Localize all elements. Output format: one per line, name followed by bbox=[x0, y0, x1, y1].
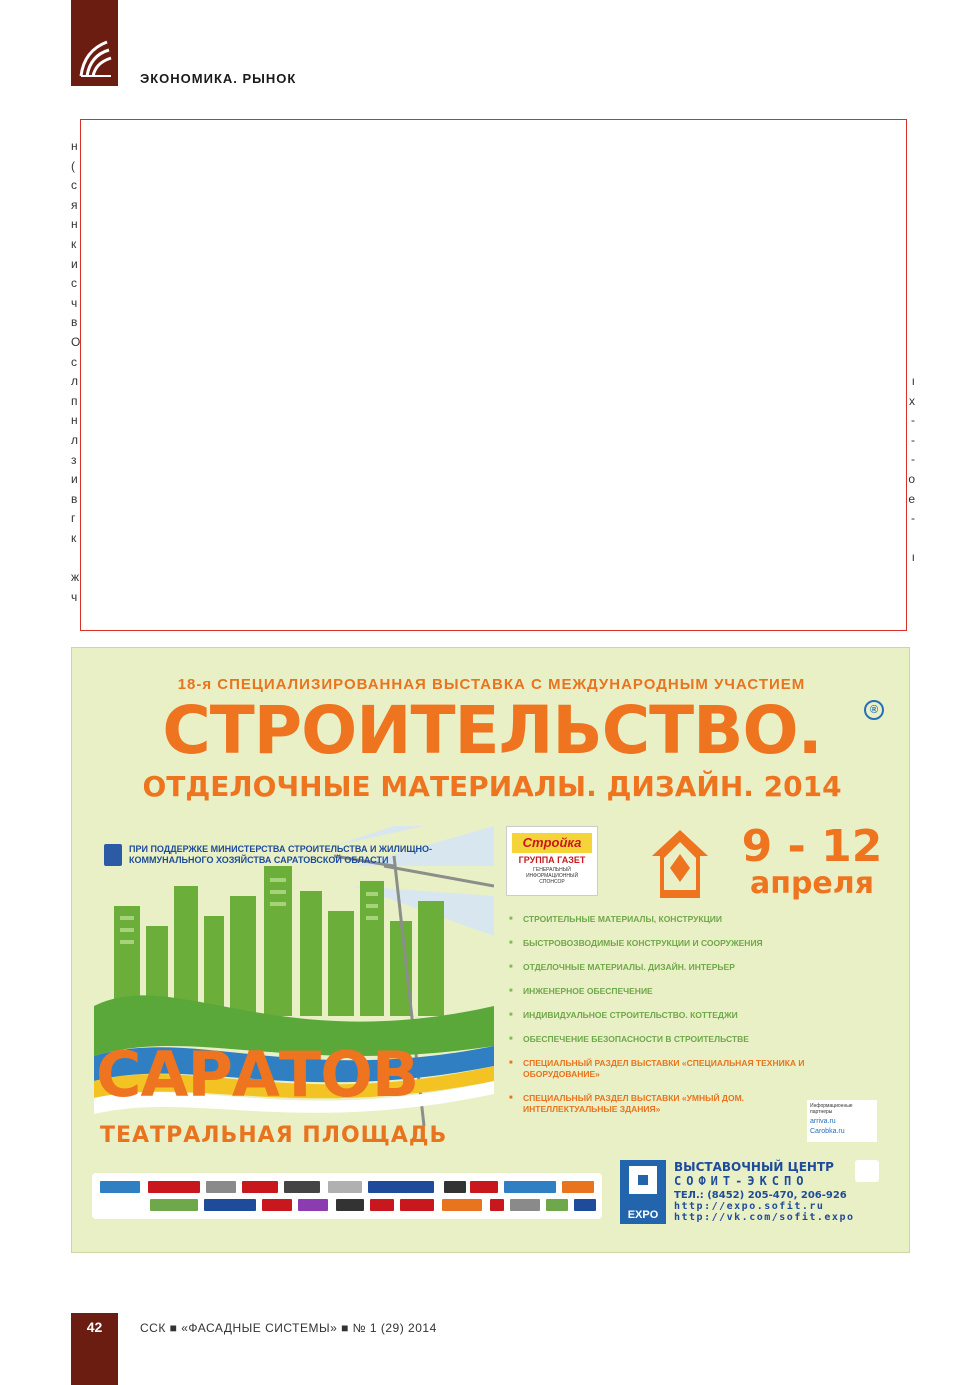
topic-item: ■ СТРОИТЕЛЬНЫЕ МАТЕРИАЛЫ, КОНСТРУКЦИИ bbox=[509, 914, 809, 925]
journal-logo-icon bbox=[77, 36, 113, 80]
text-fragment: г bbox=[71, 511, 76, 526]
text-fragment: - bbox=[911, 413, 915, 428]
venue-name: ТЕАТРАЛЬНАЯ ПЛОЩАДЬ bbox=[100, 1123, 448, 1148]
partner-logo-icon bbox=[368, 1181, 434, 1193]
exhibition-dates bbox=[732, 821, 892, 899]
date-range: 9 - 12 bbox=[741, 821, 883, 872]
partner-logo-icon bbox=[328, 1181, 362, 1193]
text-fragment: и bbox=[71, 256, 78, 271]
topic-item: ■ ОТДЕЛОЧНЫЕ МАТЕРИАЛЫ. ДИЗАЙН. ИНТЕРЬЕР bbox=[509, 962, 809, 973]
text-fragment: ж bbox=[71, 570, 80, 585]
house-icon bbox=[650, 828, 710, 900]
header-brand-bar bbox=[71, 0, 118, 86]
center-website: http://expo.sofit.ru bbox=[674, 1201, 825, 1212]
text-fragment: e bbox=[908, 491, 915, 506]
topic-item-special: ■ СПЕЦИАЛЬНЫЙ РАЗДЕЛ ВЫСТАВКИ «УМНЫЙ ДОМ. ИНТЕЛЛЕКТУАЛЬНЫЕ ЗДАНИЯ» bbox=[509, 1093, 809, 1115]
partner-logo-icon bbox=[204, 1199, 256, 1211]
text-fragment: в bbox=[71, 491, 78, 506]
partner-logo-icon bbox=[400, 1199, 434, 1211]
date-month: апреля bbox=[749, 866, 875, 901]
text-fragment: я bbox=[71, 197, 78, 212]
text-fragment: ч bbox=[71, 295, 78, 310]
exhibition-topics bbox=[509, 914, 809, 1128]
partner-logo-icon bbox=[148, 1181, 200, 1193]
partner-logo-icon bbox=[150, 1199, 198, 1211]
section-title: ЭКОНОМИКА. РЫНОК bbox=[140, 71, 297, 86]
partner-logo-icon bbox=[284, 1181, 320, 1193]
registered-mark-icon: ® bbox=[864, 700, 884, 720]
partner-logo-icon bbox=[336, 1199, 364, 1211]
topic-item: ■ ОБЕСПЕЧЕНИЕ БЕЗОПАСНОСТИ В СТРОИТЕЛЬСТВЕ bbox=[509, 1034, 809, 1045]
text-fragment: o bbox=[908, 471, 915, 486]
info-partners-box bbox=[807, 1100, 877, 1142]
expo-logo-icon bbox=[629, 1166, 657, 1194]
text-fragment: ı bbox=[911, 550, 915, 565]
exhibition-advertisement bbox=[71, 647, 910, 1253]
topic-item: ■ ИНЖЕНЕРНОЕ ОБЕСПЕЧЕНИЕ bbox=[509, 986, 809, 997]
partner-logo-icon bbox=[442, 1199, 482, 1211]
ad-title: СТРОИТЕЛЬСТВО. bbox=[162, 692, 822, 769]
text-fragment: с bbox=[71, 178, 77, 193]
text-fragment: н bbox=[71, 217, 78, 232]
union-logo-icon bbox=[855, 1160, 879, 1182]
partner-logo-icon bbox=[298, 1199, 328, 1211]
region-coat-of-arms-icon bbox=[104, 844, 122, 866]
text-fragment: п bbox=[71, 393, 78, 408]
expo-contacts bbox=[674, 1160, 854, 1223]
text-fragment: с bbox=[71, 354, 77, 369]
buildings bbox=[114, 866, 444, 1016]
partner-logo-icon bbox=[100, 1181, 140, 1193]
topic-item-special: ■ СПЕЦИАЛЬНЫЙ РАЗДЕЛ ВЫСТАВКИ «СПЕЦИАЛЬНАЯ ТЕХНИКА И ОБОРУДОВАНИЕ» bbox=[509, 1058, 809, 1080]
text-fragment: к bbox=[71, 530, 77, 545]
ad-title-second-line: ОТДЕЛОЧНЫЕ МАТЕРИАЛЫ. ДИЗАЙН. 2014 bbox=[142, 770, 842, 803]
expo-center-logo bbox=[620, 1160, 666, 1224]
text-fragment: ı bbox=[911, 374, 915, 388]
text-fragment: - bbox=[911, 511, 915, 526]
text-fragment: - bbox=[911, 452, 915, 467]
text-fragment: н bbox=[71, 413, 78, 428]
text-fragment: в bbox=[71, 315, 78, 330]
partner-logo-icon bbox=[490, 1199, 504, 1211]
text-fragment: x bbox=[909, 393, 915, 408]
partner-logo-icon bbox=[470, 1181, 498, 1193]
partner-logo-icon bbox=[562, 1181, 594, 1193]
general-sponsor-badge bbox=[506, 826, 598, 896]
partner-logo-icon bbox=[206, 1181, 236, 1193]
text-fragment: ( bbox=[71, 158, 75, 173]
text-fragment: и bbox=[71, 472, 78, 487]
city-name: САРАТОВ bbox=[96, 1038, 419, 1111]
partner-link: arriva.ru bbox=[810, 1118, 836, 1125]
sponsor-group: ГРУППА ГАЗЕТ bbox=[518, 855, 586, 865]
text-fragment: л bbox=[71, 374, 79, 389]
text-fragment: ч bbox=[71, 589, 78, 604]
topic-item: ■ БЫСТРОВОЗВОДИМЫЕ КОНСТРУКЦИИ И СООРУЖЕНИЯ bbox=[509, 938, 809, 949]
center-phone: ТЕЛ.: (8452) 205-470, 206-926 bbox=[674, 1190, 847, 1201]
partner-logo-icon bbox=[510, 1199, 540, 1211]
expo-word: EXPO bbox=[627, 1209, 659, 1221]
sponsor-role: ГЕНЕРАЛЬНЫЙ ИНФОРМАЦИОННЫЙ СПОНСОР bbox=[525, 867, 579, 885]
partner-logo-icon bbox=[504, 1181, 556, 1193]
topic-item: ■ ИНДИВИДУАЛЬНОЕ СТРОИТЕЛЬСТВО. КОТТЕДЖИ bbox=[509, 1010, 809, 1021]
media-partners-logo-strip bbox=[92, 1173, 602, 1219]
ad-subtitle: 18-я СПЕЦИАЛИЗИРОВАННАЯ ВЫСТАВКА С МЕЖДУНАРОДНЫМ УЧАСТИЕМ bbox=[177, 676, 806, 693]
partner-link: Carobka.ru bbox=[810, 1128, 845, 1135]
text-fragment: л bbox=[71, 432, 79, 447]
partner-logo-icon bbox=[444, 1181, 466, 1193]
text-fragment: с bbox=[71, 276, 77, 291]
center-label: ВЫСТАВОЧНЫЙ ЦЕНТР bbox=[674, 1160, 834, 1174]
partner-logo-icon bbox=[370, 1199, 394, 1211]
text-fragment: н bbox=[71, 139, 78, 153]
footer-brand-bar bbox=[71, 1313, 118, 1385]
text-fragment: к bbox=[71, 236, 77, 251]
text-fragment: О bbox=[71, 334, 81, 349]
partner-logo-icon bbox=[546, 1199, 568, 1211]
partners-label: Информационные партнеры bbox=[810, 1103, 853, 1115]
text-fragment: з bbox=[71, 452, 77, 467]
partner-logo-icon bbox=[262, 1199, 292, 1211]
redacted-text-region bbox=[80, 119, 907, 631]
sponsor-logo: Стройка bbox=[512, 833, 592, 853]
center-vk-link: http://vk.com/sofit.expo bbox=[674, 1212, 855, 1223]
partner-logo-icon bbox=[574, 1199, 596, 1211]
text-fragment: - bbox=[911, 432, 915, 447]
ministry-support-note: ПРИ ПОДДЕРЖКЕ МИНИСТЕРСТВА СТРОИТЕЛЬСТВА И ЖИЛИЩНО-КОММУНАЛЬНОГО ХОЗЯЙСТВА САРАТОВСКОЙ ОБЛАСТИ bbox=[129, 844, 432, 865]
page-number: 42 bbox=[86, 1319, 103, 1335]
journal-footer: ССК ■ «ФАСАДНЫЕ СИСТЕМЫ» ■ № 1 (29) 2014 bbox=[140, 1321, 437, 1335]
partner-logo-icon bbox=[242, 1181, 278, 1193]
center-name: СОФИТ-ЭКСПО bbox=[674, 1174, 809, 1188]
